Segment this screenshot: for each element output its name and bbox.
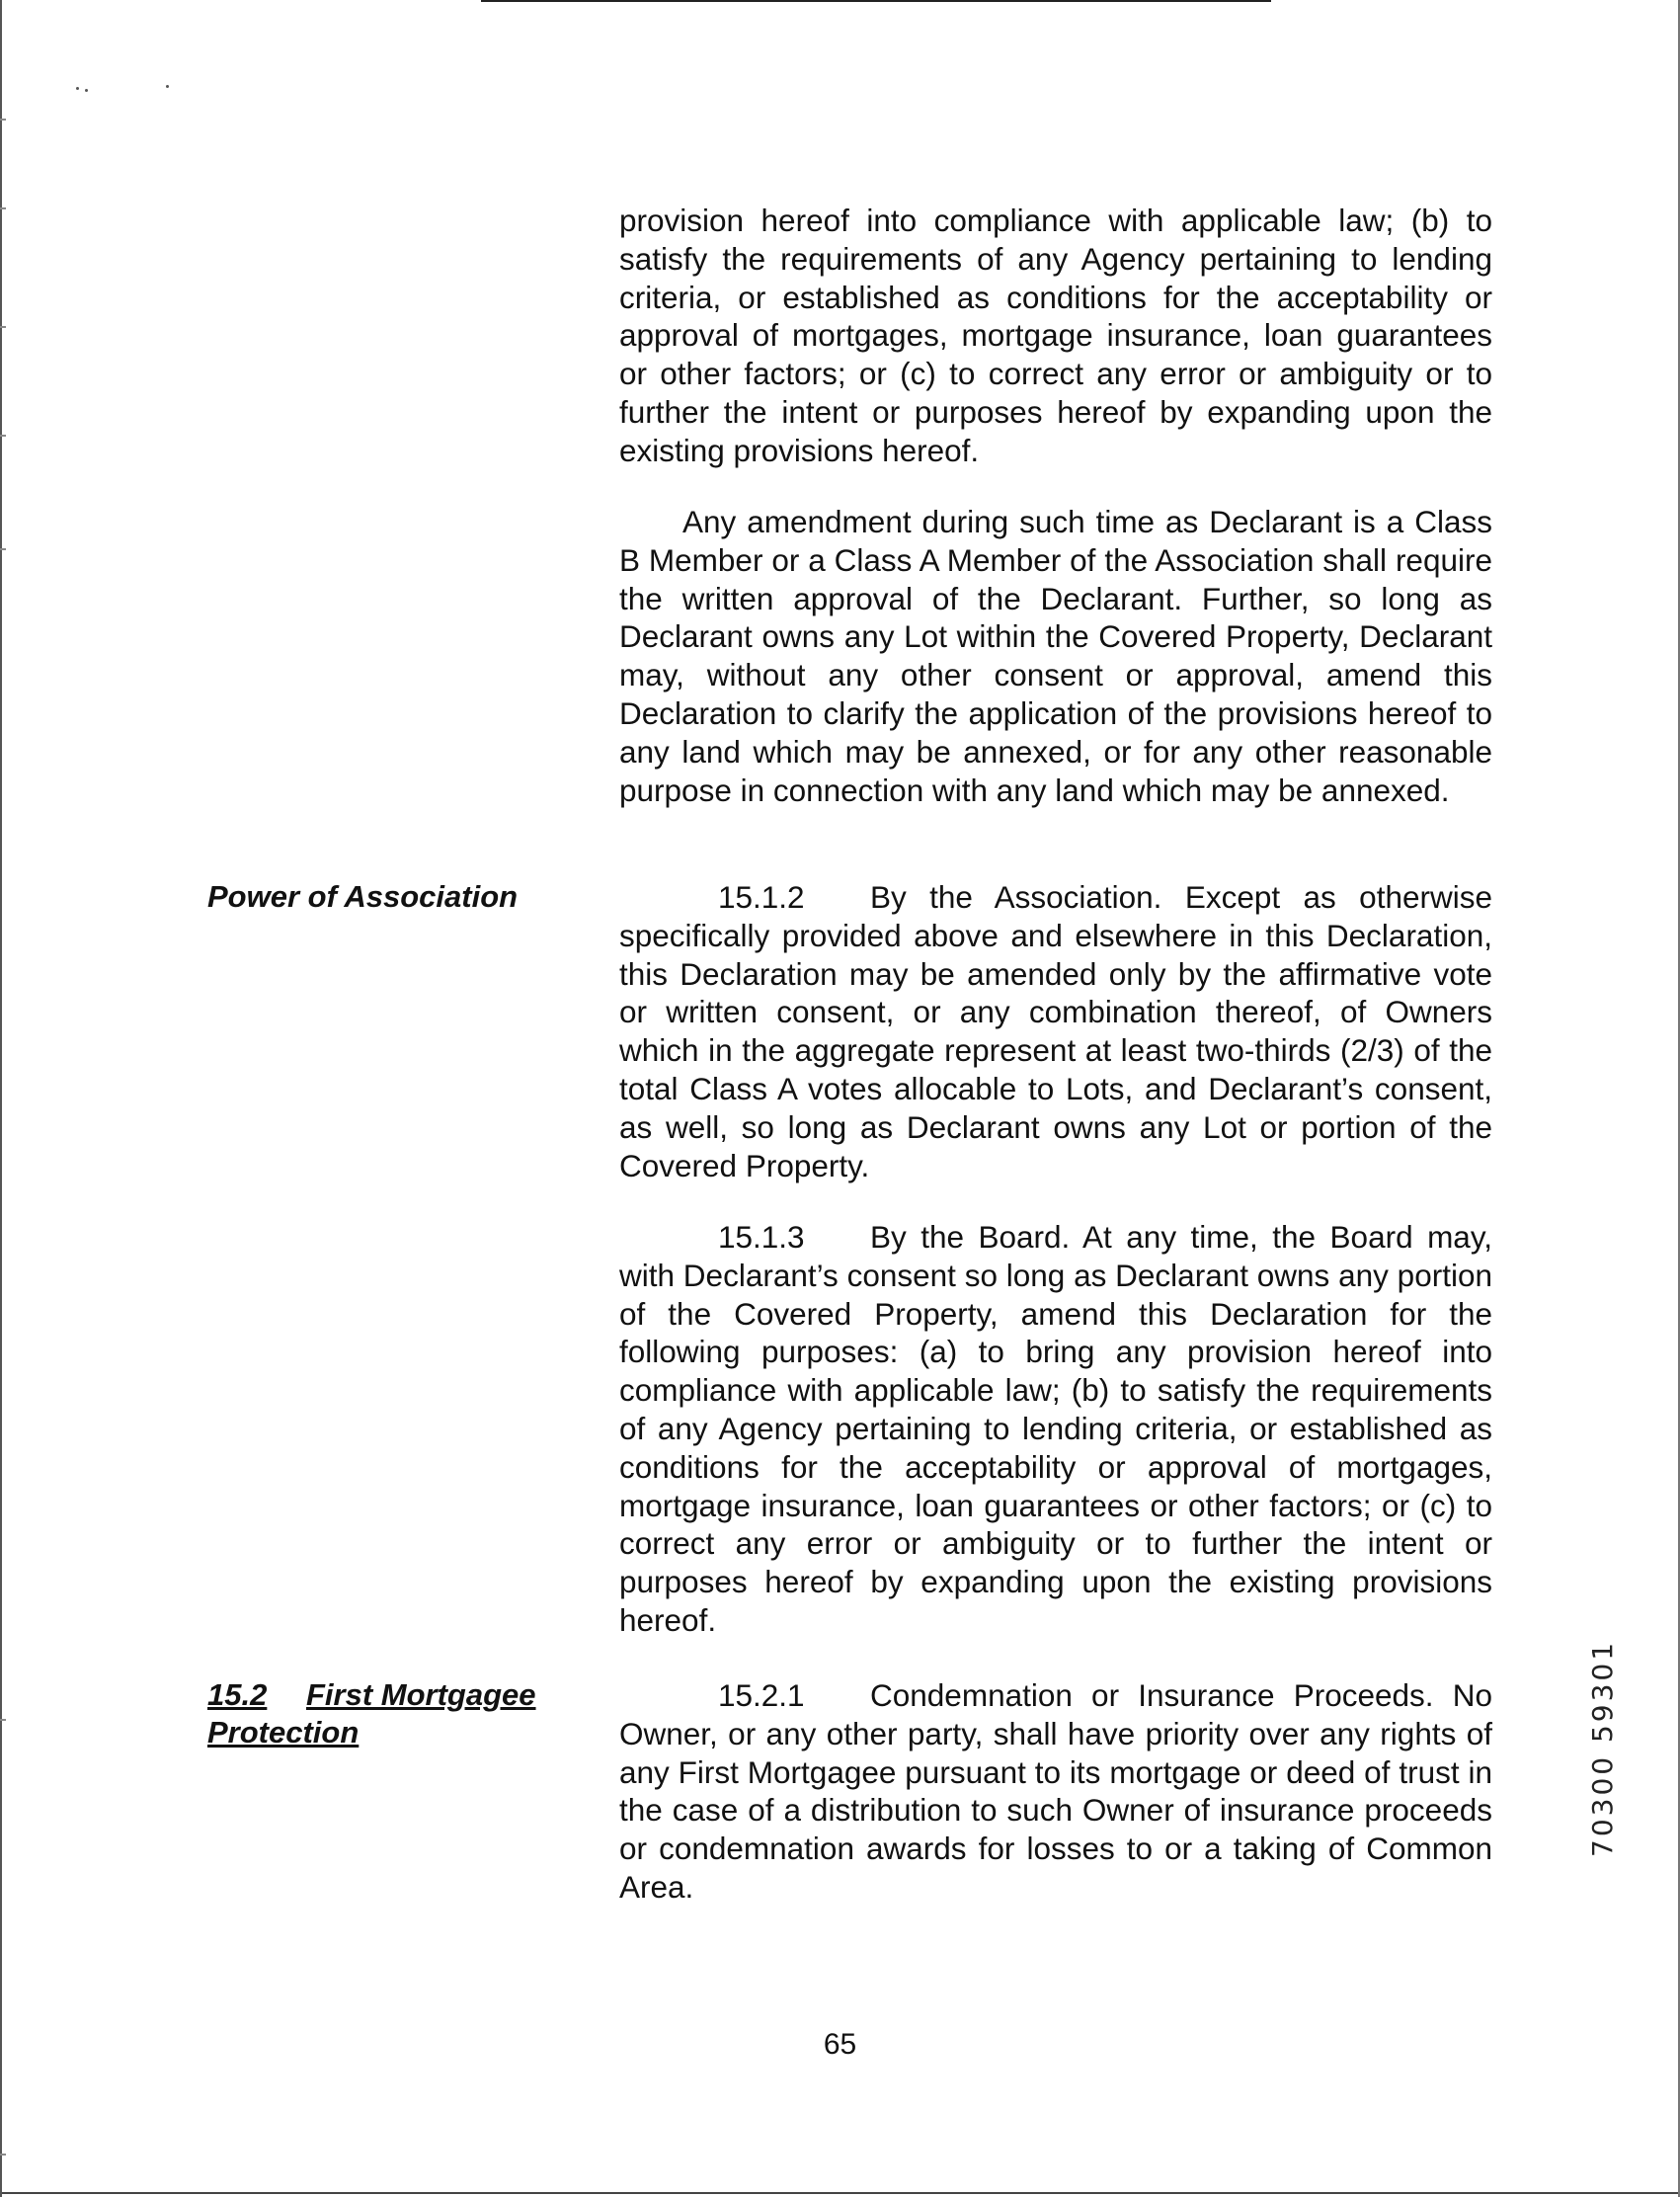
power-of-association-heading: Power of Association bbox=[207, 879, 519, 914]
scan-tick bbox=[0, 326, 6, 328]
margin-stamp bbox=[1572, 1590, 1632, 1857]
section-15-1-3-paragraph bbox=[619, 1218, 1492, 1640]
section-15-2-1-text: Condemnation or Insurance Proceeds. No Owner, or any other party, shall have priority over any rights of any First Mortgagee pursuant to its mortgage or deed of trust in the case of a distribution to such Owner of insurance proceeds or condemnation awards for losses to or a taking of Common Area. bbox=[619, 1677, 1492, 1905]
section-15-1-2-text: By the Association. Except as otherwise specifically provided above and elsewhere in this Declaration, this Declaration may be amended only by the affirmative vote or written consent, or any combination thereof, of Owners which in the aggregate represent at least two-thirds (2/3) of the total Class A votes allocable to Lots, and Declarant’s consent, as well, so long as Declarant owns any Lot or portion of the Covered Property. bbox=[619, 879, 1492, 1183]
scan-tick bbox=[0, 548, 6, 550]
scan-tick bbox=[0, 2154, 6, 2156]
scan-tick bbox=[0, 435, 6, 437]
section-number: 15.2.1 bbox=[718, 1677, 805, 1713]
section-15-1-2-paragraph bbox=[619, 878, 1492, 1184]
section-number: 15.1.2 bbox=[718, 879, 805, 915]
amendment-paragraph: Any amendment during such time as Declarant is a Class B Member or a Class A Member of the Association shall require the written approval of the Declarant. Further, so long as Declarant owns any Lot within the Covered Property, Declarant may, without any other consent or approval, amend this Declaration to clarify the application of the provisions hereof to any land which may be annexed, or for any other reasonable purpose in connection with any land which may be annexed. bbox=[619, 504, 1492, 808]
continued-paragraph: provision hereof into compliance with applicable law; (b) to satisfy the requirements of any Agency pertaining to lending criteria, or established as conditions for the acceptability or approval of mortgages, mortgage insurance, loan guarantees or other factors; or (c) to correct any error or ambiguity or to further the intent or purposes hereof by expanding upon the existing provisions hereof. bbox=[619, 203, 1492, 468]
scan-speck bbox=[85, 89, 88, 92]
scan-tick bbox=[0, 207, 6, 209]
scan-tick bbox=[0, 1719, 6, 1721]
first-mortgagee-protection-heading bbox=[207, 1676, 563, 1751]
scan-speck bbox=[76, 87, 79, 90]
scan-left-edge bbox=[0, 0, 2, 2197]
page-number: 65 bbox=[823, 2028, 857, 2061]
scan-tick bbox=[0, 119, 6, 121]
scan-top-rule bbox=[481, 0, 1271, 2]
section-15-2-title-line1: First Mortgagee bbox=[306, 1677, 536, 1712]
section-15-2-number: 15.2 bbox=[207, 1677, 268, 1712]
section-15-1-3-text: By the Board. At any time, the Board may, with Declarant’s consent so long as Declarant owns any portion of the Covered Property, amend this Declaration for the following purposes: (a) to bring any provision hereof into compliance with applicable law; (b) to satisfy the requirements of any Agency pertaining to lending criteria, or established as conditions for the acceptability or approval of mortgages, mortgage insurance, loan guarantees or other factors; or (c) to correct any error or ambiguity or to further the intent or purposes hereof by expanding upon the existing provisions hereof. bbox=[619, 1219, 1492, 1638]
section-15-2-1-paragraph bbox=[619, 1676, 1492, 1907]
section-15-2-title-line2: Protection bbox=[207, 1715, 360, 1749]
margin-stamp-text: 70300 59301 bbox=[1586, 1639, 1619, 1857]
scan-bottom-rule bbox=[0, 2192, 1680, 2194]
scan-speck bbox=[166, 85, 169, 88]
section-number: 15.1.3 bbox=[718, 1219, 805, 1255]
